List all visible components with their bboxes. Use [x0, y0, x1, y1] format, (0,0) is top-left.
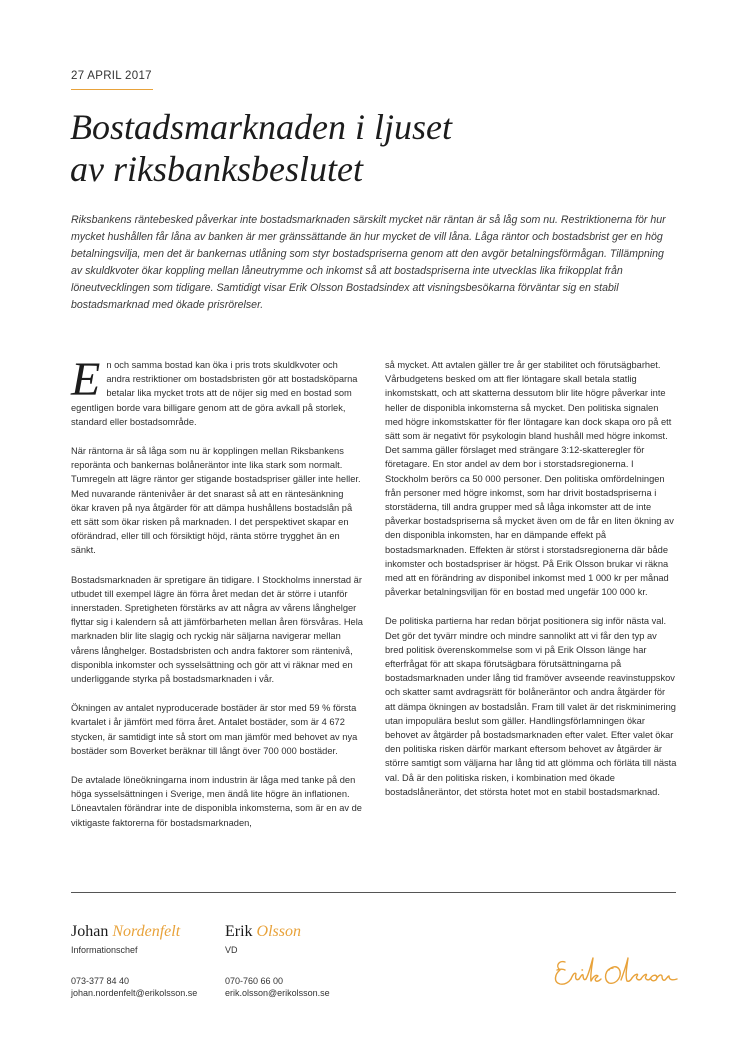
body-paragraph: Bostadsmarknaden är spretigare än tidigare. I Stockholms innerstad är utbudet till exempel lägre än förra året medan det är större i utanför innerstaden. Spretigheten förstärks av att några av vårens långhelger flyttar sig i kalendern så att jämförbarheten mellan åren försvåras. Hela marknaden blir lite slagig och ryckig när säljarna navigerar mellan vårens långhelger. Bostadsbristen och andra faktorer som räntenivå, disponibla inkomster och sysselsättning och gör att vi räknar med en underliggande styrka på bostadsmarknaden i vår.: [71, 574, 363, 685]
body-paragraph: När räntorna är så låga som nu är kopplingen mellan Riksbankens reporänta och bankernas bolåneräntor inte lika stark som normalt. Tumregeln att lägre räntor ger stigande bostadspriser gäller inte heller. Med nuvarande räntenivåer är det snarast så att en räntesänkning ökar kraven på nya åtgärder för att dämpa hushållens bostadslån på ett sätt som ökar risken på marknaden. I det perspektivet skapar en oförändrad, eller till och försiktigt höjd, ränta större trygghet än en sänkt.: [71, 446, 361, 556]
signature-image: [551, 950, 683, 996]
body-paragraph: så mycket. Att avtalen gäller tre år ger stabilitet och förutsägbarhet. Vårbudgetens besked om att fler löntagare skall betala statlig inkomstskatt, och att skatterna dessutom blir lite högre påverkar inte heller de disponibla inkomsterna så mycket. Den politiska signalen med högre inkomstskatter för fler löntagare kan dock skapa oro på ett sätt som är negativt för psykologin bland hushåll med högre inkomst. Det samma gäller förslaget med strängare 3:12-skatteregler för företagare. En stor andel av dem bor i storstadsregionerna. I Stockholm berörs ca 50 000 personer. Den politiska omfördelningen från personer med högre inkomst, som har drivit bostadspriserna i storstäderna, till andra grupper med så låga inkomster att de inte påverkar bostadspriserna så mycket även om de får en liten ökning av den disponibla inkomsten, har en dämpande effekt på bostadsmarknaden. Effekten är störst i storstadsregionerna där både inkomster och bostadspriser är högst. På Erik Olsson brukar vi räkna med att en förändring av disponibel inkomst med 1 000 kr per månad påverkar betalningsviljan för en bostad med ungefär 100 000 kr.: [385, 360, 674, 598]
contact-email[interactable]: johan.nordenfelt@erikolsson.se: [71, 988, 198, 998]
page-title: [70, 106, 630, 190]
title-line-2: av riksbanksbeslutet: [70, 149, 363, 189]
contact-card-erik: [225, 922, 330, 999]
body-paragraph: Ökningen av antalet nyproducerade bostäder är stor med 59 % första kvartalet i år jämfört med förra året. Antalet bostäder, som är 4 672 stycken, är samtidigt inte så stort om man jämför med behovet av nya bostäder som Boverket beräknar till långt över 700 000 bostäder.: [71, 703, 358, 756]
contact-phone[interactable]: 070-760 66 00: [225, 976, 284, 986]
publish-date: 27 APRIL 2017: [71, 70, 152, 82]
body-column-left: [71, 353, 363, 845]
contact-role: Informationschef: [71, 945, 138, 955]
contact-phone[interactable]: 073-377 84 40: [71, 976, 130, 986]
body-paragraph: De politiska partierna har redan börjat positionera sig inför nästa val. Det gör det tyvärr mindre och mindre sannolikt att vi får den typ av bred politisk överenskommelse som vi på Erik Olsson länge har efterfrågat för att skapa förutsägbara förutsättningarna på bostadsmarknaden under lång tid framöver avseende reavinstuppskov och skatter samt avdragsrätt för bolåneräntor och andra åtgärder för att dämpa ökningen av bostadslån. Fram till valet är det riskminimering utan impopulära beslut som gäller. Handlingsförlamningen ökar behovet av åtgärder på bostadsmarknaden efter valet. Efter valet ökar den politiska risken därför markant eftersom behovet av åtgärder är större samtigt som väljarna har lång tid att glömma och förläta till nästa val. Då är den politiska risken, i kombination med ökade bostadslåneräntor, det största hotet mot en stabil bostadsmarknad.: [385, 616, 677, 797]
body-paragraph: De avtalade löneökningarna inom industrin är låga med tanke på den höga sysselsättningen i Sverige, men ändå lite högre än inflationen. Löneavtalen förändrar inte de disponibla inkomsterna, som är en av de viktigaste faktorerna för bostadsmarknaden,: [71, 775, 362, 828]
contact-details: [225, 975, 330, 999]
body-paragraph: En och samma bostad kan öka i pris trots skuldkvoter och andra restriktioner om bostadsbristen gör att bostadsköparna betalar lika mycket trots att de nöjer sig med en bostad som egentligen borde vara billigare genom att de göra avkall på storlek, standard eller bostadsområde.: [71, 353, 358, 427]
contact-role: VD: [225, 945, 238, 955]
lead-paragraph: Riksbankens räntebesked påverkar inte bostadsmarknaden särskilt mycket när räntan är så låg som nu. Restriktionerna för hur mycket hushållen får låna av banken är mer gränssättande än hur mycket de vill låna. Låga räntor och bostadsbrist ger en hög betalningsvilja, men det är bankernas utlåning som styr bostadspriserna genom att den avgör betalningsförmågan. Tillämpning av skuldkvoter ökar koppling mellan låneutrymme och inkomst så att bostadspriserna inte utvecklas lika frikopplat från löneutvecklingen som tidigare. Samtidigt visar Erik Olsson Bostadsindex att visningsbesökarna förväntar sig en stabil bostadsmarknad med ökade prisrörelser.: [71, 214, 666, 311]
body-column-right: [385, 358, 677, 814]
drop-cap: E: [71, 353, 101, 406]
date-underline: [71, 89, 153, 90]
footer-divider: [71, 892, 676, 893]
contact-details: [71, 975, 197, 999]
contact-card-johan: [71, 922, 197, 999]
title-line-1: Bostadsmarknaden i ljuset: [70, 107, 452, 147]
contact-name: Erik Olsson: [225, 923, 301, 940]
contact-name: Johan Nordenfelt: [71, 923, 181, 940]
contact-email[interactable]: erik.olsson@erikolsson.se: [225, 988, 330, 998]
